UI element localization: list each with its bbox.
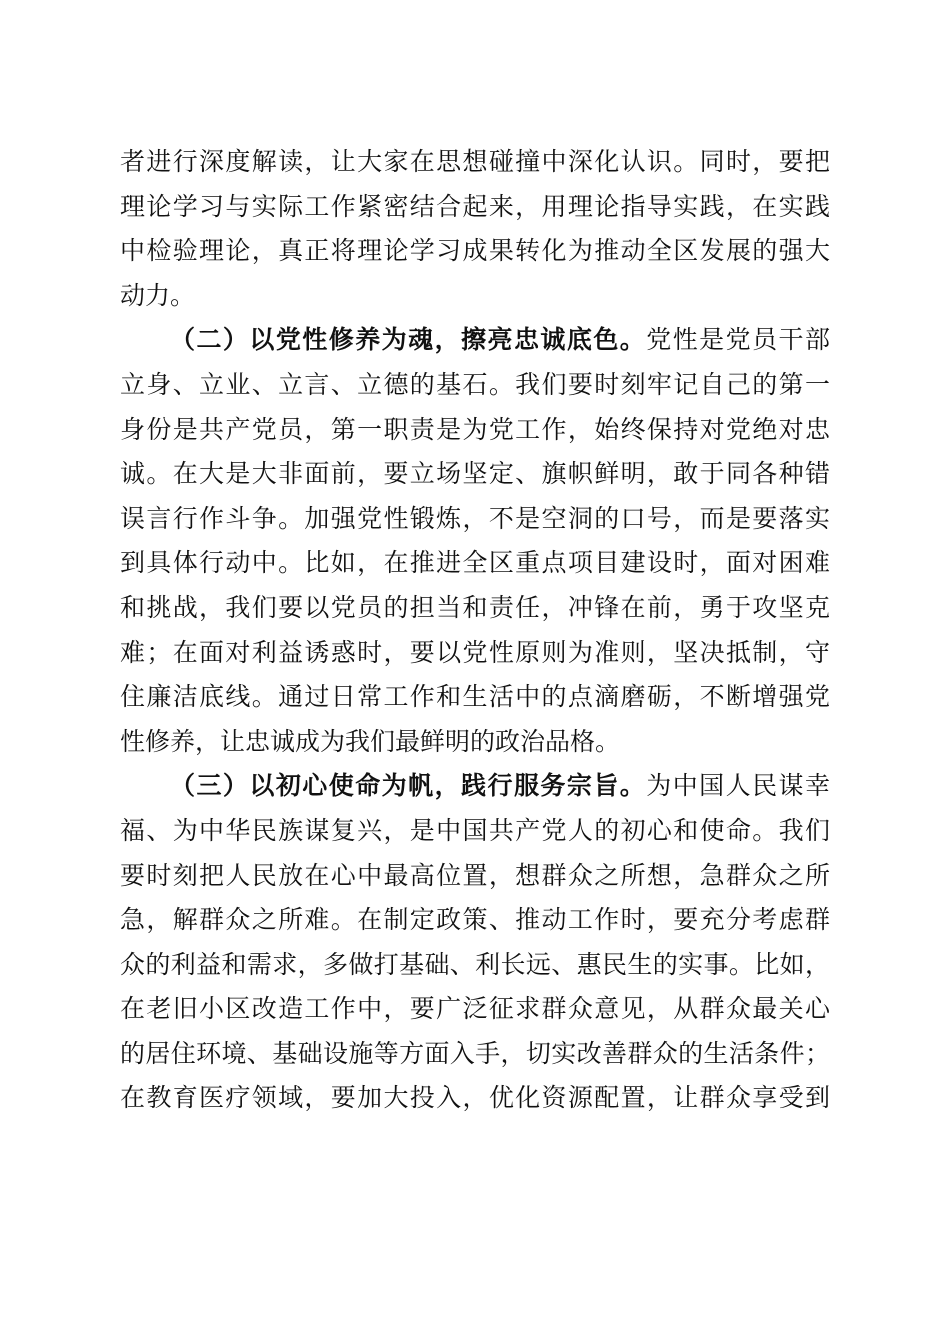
paragraph-2 [120, 318, 830, 764]
section-heading-3: （三）以初心使命为帆，践行服务宗旨。 [170, 771, 647, 801]
paragraph-line: 急，解群众之所难。在制定政策、推动工作时，要充分考虑群 [120, 905, 830, 935]
paragraph-line: 者进行深度解读，让大家在思想碰撞中深化认识。同时，要把 [120, 147, 830, 176]
paragraph-line: 诚。在大是大非面前，要立场坚定、旗帜鲜明，敢于同各种错 [120, 459, 830, 489]
section-heading-2: （二）以党性修养为魂，擦亮忠诚底色。 [170, 325, 647, 355]
paragraph-first-line [120, 764, 830, 809]
paragraph-line: 立身、立业、立言、立德的基石。我们要时刻牢记自己的第一 [120, 369, 830, 399]
paragraph-line: 的居住环境、基础设施等方面入手，切实改善群众的生活条件； [120, 1038, 830, 1068]
paragraph-line: 要时刻把人民放在心中最高位置，想群众之所想，急群众之所 [120, 860, 830, 890]
paragraph-line: 性修养，让忠诚成为我们最鲜明的政治品格。 [120, 726, 621, 756]
paragraph-line: 众的利益和需求，多做打基础、利长远、惠民生的实事。比如， [120, 949, 830, 979]
paragraph-line-rest: 党性是党员干部 [646, 325, 830, 355]
paragraph-line: 理论学习与实际工作紧密结合起来，用理论指导实践，在实践 [120, 191, 830, 221]
paragraph-line: 动力。 [120, 280, 196, 310]
paragraph-line: 误言行作斗争。加强党性锻炼，不是空洞的口号，而是要落实 [120, 503, 830, 533]
paragraph-1 [120, 140, 830, 318]
paragraph-first-line [120, 318, 830, 363]
paragraph-line: 在教育医疗领域，要加大投入，优化资源配置，让群众享受到 [120, 1083, 830, 1113]
paragraph-line: 身份是共产党员，第一职责是为党工作，始终保持对党绝对忠 [120, 414, 830, 444]
paragraph-line: 难；在面对利益诱惑时，要以党性原则为准则，坚决抵制，守 [120, 637, 830, 667]
paragraph-line-rest: 为中国人民谋幸 [646, 771, 830, 801]
paragraph-line: 在老旧小区改造工作中，要广泛征求群众意见，从群众最关心 [120, 994, 830, 1024]
paragraph-line: 住廉洁底线。通过日常工作和生活中的点滴磨砺，不断增强党 [120, 682, 830, 712]
document-body [120, 140, 830, 1121]
paragraph-line: 中检验理论，真正将理论学习成果转化为推动全区发展的强大 [120, 236, 830, 266]
paragraph-3 [120, 764, 830, 1121]
paragraph-line: 到具体行动中。比如，在推进全区重点项目建设时，面对困难 [120, 548, 830, 578]
paragraph-line: 和挑战，我们要以党员的担当和责任，冲锋在前，勇于攻坚克 [120, 592, 830, 622]
paragraph-line: 福、为中华民族谋复兴，是中国共产党人的初心和使命。我们 [120, 815, 830, 845]
